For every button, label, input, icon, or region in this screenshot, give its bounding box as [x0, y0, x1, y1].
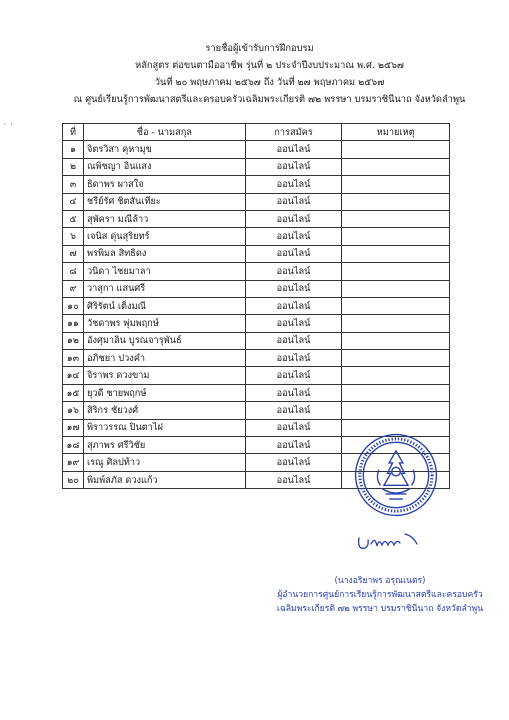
table-header-row [63, 124, 450, 141]
handwritten-signature-icon [355, 530, 425, 556]
registration-type: ออนไลน์ [245, 228, 342, 245]
participant-name: เจนิส ดุ่นสุริยทร์ [83, 228, 245, 245]
participant-name: ยุวดี ชายพฤกษ์ [83, 384, 245, 401]
participant-name: พรพิมล สิทธิดง [83, 245, 245, 262]
participant-name: ชรีย์รัศ ชิตสันเทียะ [83, 193, 245, 210]
document-header [0, 40, 509, 108]
header-venue: ณ ศูนย์เรียนรู้การพัฒนาสตรีและครอบครัวเฉลิมพระเกียรติ ๗๒ พรรษา บรมราชินีนาถ จังหวัดลำพูน [73, 94, 466, 105]
registration-type: ออนไลน์ [245, 350, 342, 367]
registration-type: ออนไลน์ [245, 263, 342, 280]
participant-name: ธิดาพร ผาสใจ [83, 176, 245, 193]
participant-name: พิราวรรณ ปินตาไฝ [83, 419, 245, 436]
remark-cell [342, 245, 450, 262]
column-header-registration: การสมัคร [245, 124, 342, 141]
registration-type: ออนไลน์ [245, 158, 342, 175]
registration-type: ออนไลน์ [245, 367, 342, 384]
participant-name: ศิริรัตน์ เต็งมณี [83, 297, 245, 314]
row-number: ๗ [63, 245, 84, 262]
participant-name: สิริกร ชัยวงศ์ [83, 402, 245, 419]
table-row [63, 158, 450, 175]
remark-cell [342, 228, 450, 245]
table-row [63, 210, 450, 227]
registration-type: ออนไลน์ [245, 471, 342, 488]
remark-cell [342, 280, 450, 297]
row-number: ๑ [63, 141, 84, 158]
table-row [63, 193, 450, 210]
row-number: ๑๗ [63, 419, 84, 436]
table-row [63, 402, 450, 419]
registration-type: ออนไลน์ [245, 332, 342, 349]
remark-cell [342, 367, 450, 384]
remark-cell [342, 210, 450, 227]
registration-type: ออนไลน์ [245, 176, 342, 193]
row-number: ๒๐ [63, 471, 84, 488]
row-number: ๕ [63, 210, 84, 227]
header-course: หลักสูตร ต่อขนตามืออาชีพ รุ่นที่ ๒ ประจำปีงบประมาณ พ.ศ. ๒๕๖๗ [135, 60, 404, 71]
row-number: ๔ [63, 193, 84, 210]
remark-cell [342, 350, 450, 367]
column-header-remark: หมายเหตุ [342, 124, 450, 141]
stray-mark: · · [3, 120, 14, 129]
participant-name: ณพิชญา อินแสง [83, 158, 245, 175]
registration-type: ออนไลน์ [245, 454, 342, 471]
participant-name: สุภาพร ศรีวิชัย [83, 437, 245, 454]
registration-type: ออนไลน์ [245, 245, 342, 262]
row-number: ๑๒ [63, 332, 84, 349]
row-number: ๑๖ [63, 402, 84, 419]
participant-name: อังศุมาลิน บูรณจารุพันธ์ [83, 332, 245, 349]
table-row [63, 297, 450, 314]
row-number: ๓ [63, 176, 84, 193]
column-header-name: ชื่อ - นามสกุล [83, 124, 245, 141]
table-row [63, 367, 450, 384]
registration-type: ออนไลน์ [245, 384, 342, 401]
table-row [63, 176, 450, 193]
remark-cell [342, 402, 450, 419]
participant-name: จิราพร ดวงขาม [83, 367, 245, 384]
registration-type: ออนไลน์ [245, 280, 342, 297]
participant-name: สุพัครา มณีล้าว [83, 210, 245, 227]
remark-cell [342, 193, 450, 210]
remark-cell [342, 297, 450, 314]
remark-cell [342, 176, 450, 193]
registration-type: ออนไลน์ [245, 210, 342, 227]
row-number: ๑๕ [63, 384, 84, 401]
row-number: ๒ [63, 158, 84, 175]
remark-cell [342, 332, 450, 349]
column-header-number: ที่ [63, 124, 84, 141]
row-number: ๑๙ [63, 454, 84, 471]
table-row [63, 350, 450, 367]
header-title: รายชื่อผู้เข้ารับการฝึกอบรม [205, 43, 314, 54]
table-row [63, 280, 450, 297]
table-row [63, 228, 450, 245]
participant-name: เรณู ศิลปท้าว [83, 454, 245, 471]
participant-name: วาสุกา แสนศรี [83, 280, 245, 297]
registration-type: ออนไลน์ [245, 193, 342, 210]
participant-name: วัชดาพร พุ่มพฤกษ์ [83, 315, 245, 332]
row-number: ๘ [63, 263, 84, 280]
remark-cell [342, 315, 450, 332]
table-row [63, 245, 450, 262]
remark-cell [342, 141, 450, 158]
row-number: ๖ [63, 228, 84, 245]
table-row [63, 332, 450, 349]
table-row [63, 141, 450, 158]
participant-name: จิตรวิสา คุหามุข [83, 141, 245, 158]
remark-cell [342, 158, 450, 175]
signer-block [270, 574, 490, 616]
signer-position: ผู้อำนวยการศูนย์การเรียนรู้การพัฒนาสตรีและครอบครัว [277, 590, 483, 600]
registration-type: ออนไลน์ [245, 141, 342, 158]
participant-name: อภิชยา ปวงคำ [83, 350, 245, 367]
row-number: ๑๐ [63, 297, 84, 314]
signer-organization: เฉลิมพระเกียรติ ๗๒ พรรษา บรมราชินีนาถ จังหวัดลำพูน [276, 604, 484, 614]
signer-name: (นางอริยาพร อรุณเนตร) [334, 576, 426, 586]
table-row [63, 384, 450, 401]
registration-type: ออนไลน์ [245, 437, 342, 454]
registration-type: ออนไลน์ [245, 402, 342, 419]
row-number: ๑๔ [63, 367, 84, 384]
participant-name: วนิดา ไชยมาลา [83, 263, 245, 280]
row-number: ๑๘ [63, 437, 84, 454]
row-number: ๑๓ [63, 350, 84, 367]
row-number: ๑๑ [63, 315, 84, 332]
table-row [63, 263, 450, 280]
official-seal-icon [353, 432, 439, 518]
remark-cell [342, 384, 450, 401]
remark-cell [342, 263, 450, 280]
row-number: ๙ [63, 280, 84, 297]
participant-name: พิมพ์ลภัส ดวงแก้ว [83, 471, 245, 488]
registration-type: ออนไลน์ [245, 419, 342, 436]
header-dates: วันที่ ๒๐ พฤษภาคม ๒๕๖๗ ถึง วันที่ ๒๗ พฤษภาคม ๒๕๖๗ [154, 77, 385, 88]
registration-type: ออนไลน์ [245, 297, 342, 314]
table-row [63, 315, 450, 332]
registration-type: ออนไลน์ [245, 315, 342, 332]
